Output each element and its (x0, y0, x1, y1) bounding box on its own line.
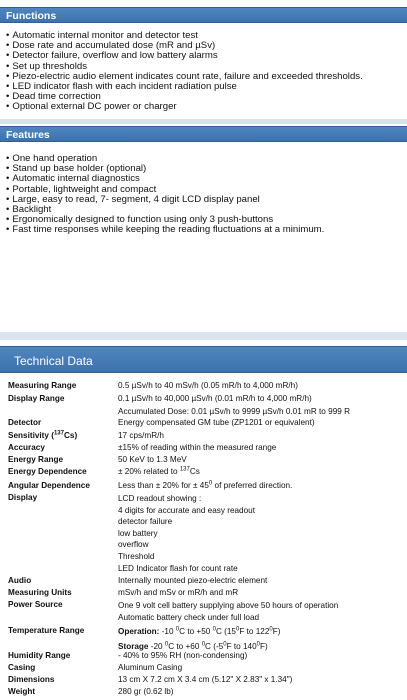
isotope-superscript: 137 (179, 466, 190, 473)
spec-value (118, 626, 280, 653)
spec-value-line: LED Indicator flash for count rate (118, 563, 238, 573)
functions-title: Functions (6, 10, 57, 22)
spec-value-text: C to +50 (179, 627, 213, 636)
spec-value-line: Accumulated Dose: 0.01 µSv/h to 9999 µSv/h 0.01 mR to 999 R (118, 406, 350, 416)
spec-value-text: -20 (148, 641, 165, 651)
section-divider (0, 332, 407, 340)
spec-value-line: detector failure (118, 517, 173, 527)
temperature-operation (118, 626, 280, 639)
operation-label: Operation: (118, 627, 160, 636)
spec-value-text: F) (272, 627, 281, 636)
features-header (0, 126, 407, 142)
spec-value-text: F to 122 (239, 627, 270, 636)
degree-superscript: 0 (175, 626, 180, 633)
spec-label (8, 431, 77, 442)
spec-value: mSv/h and mSv or mR/h and mR (118, 588, 239, 597)
spec-label-text: Cs) (63, 431, 78, 440)
spec-value: Energy compensated GM tube (ZP1201 or equivalent) (118, 418, 315, 427)
spec-value: 50 KeV to 1.3 MeV (118, 455, 187, 464)
degree-superscript: 0 (223, 640, 227, 647)
spec-label-text: Sensitivity ( (8, 431, 54, 440)
spec-value: 0.5 µSv/h to 40 mSv/h (0.05 mR/h to 4,000 mR/h) (118, 381, 298, 390)
spec-label: Measuring Units (8, 588, 72, 597)
spec-label: Measuring Range (8, 381, 77, 390)
spec-value: 13 cm X 7.2 cm X 3.4 cm (5.12" X 2.83" x 1.34") (118, 675, 293, 684)
spec-value-line: 0.1 µSv/h to 40,000 µSv/h (0.01 mR/h to 4,000 mR/h) (118, 394, 312, 403)
list-item: • Optional external DC power or charger (6, 102, 363, 112)
spec-value: Aluminum Casing (118, 663, 183, 672)
spec-value (118, 481, 292, 492)
spec-value-text: C (-5 (205, 641, 224, 651)
spec-value: Internally mounted piezo-electric element (118, 576, 268, 585)
spec-label: Detector (8, 418, 42, 427)
list-item: • Fast time responses while keeping the reading fluctuations at a minimum. (6, 225, 324, 235)
spec-value-text: F to 140 (226, 641, 257, 651)
spec-value-line: Automatic battery check under full load (118, 613, 260, 622)
degree-superscript: 0 (208, 480, 213, 487)
degree-superscript: 0 (269, 626, 273, 633)
spec-value-text: of preferred direction. (212, 481, 293, 490)
spec-label: Display (8, 493, 38, 502)
storage-label: Storage (118, 641, 149, 651)
spec-label: Temperature Range (8, 626, 85, 635)
spec-value (118, 493, 255, 574)
spec-label: Angular Dependence (8, 481, 90, 490)
spec-label: Audio (8, 576, 32, 585)
features-list (6, 154, 324, 236)
spec-value-text: ± 20% related to (118, 467, 180, 476)
degree-superscript: 0 (164, 640, 169, 647)
degree-superscript: 0 (201, 640, 206, 647)
spec-value-line: One 9 volt cell battery supplying above 50 hours of operation (118, 601, 339, 610)
list-item: • Automatic internal diagnostics (6, 174, 324, 184)
spec-value (118, 600, 338, 624)
degree-superscript: 0 (235, 626, 240, 633)
spec-value-line: low battery (118, 528, 158, 538)
features-title: Features (6, 129, 50, 141)
list-item: • Backlight (6, 205, 324, 215)
spec-value-text: C (15 (215, 627, 236, 636)
spec-label: Weight (8, 687, 36, 696)
list-item: • Piezo-electric audio element indicates count rate, failure and exceeded thresholds. (6, 72, 363, 82)
spec-value-text: Less than ± 20% for ± 45 (118, 481, 209, 490)
spec-label: Energy Dependence (8, 467, 87, 476)
list-item: • Large, easy to read, 7- segment, 4 digit LCD display panel (6, 195, 324, 205)
spec-value-text: -10 (159, 627, 176, 636)
list-item: • Dose rate and accumulated dose (mR and µSv) (6, 41, 363, 51)
functions-header (0, 7, 407, 23)
spec-value: 17 cps/mR/h (118, 431, 164, 440)
spec-label: Dimensions (8, 675, 55, 684)
spec-value (118, 467, 200, 478)
degree-superscript: 0 (212, 626, 216, 633)
spec-value: - 40% to 95% RH (non-condensing) (118, 651, 248, 660)
list-item: • Portable, lightweight and compact (6, 185, 324, 195)
spec-label: Humidity Range (8, 651, 71, 660)
spec-value (118, 394, 350, 417)
spec-value-line: Threshold (118, 551, 155, 561)
list-item: • LED indicator flash with each incident radiation pulse (6, 82, 363, 92)
degree-superscript: 0 (256, 640, 260, 647)
spec-value-text: Cs (189, 467, 200, 476)
list-item: • Detector failure, overflow and low battery alarms (6, 51, 363, 61)
functions-list (6, 31, 363, 113)
spec-value-text: F) (259, 641, 268, 651)
list-item: • One hand operation (6, 154, 324, 164)
list-item: • Automatic internal monitor and detector test (6, 31, 363, 41)
spec-value-line: overflow (118, 540, 149, 550)
technical-data-title: Technical Data (14, 354, 93, 368)
spec-value-line: LCD readout showing : (118, 494, 202, 503)
list-item: • Set up thresholds (6, 62, 363, 72)
spec-value-line: 4 digits for accurate and easy readout (118, 505, 255, 515)
spec-label: Power Source (8, 600, 63, 609)
list-item: • Ergonomically designed to function using only 3 push-buttons (6, 215, 324, 225)
section-divider (0, 119, 407, 124)
spec-label: Casing (8, 663, 36, 672)
isotope-superscript: 137 (53, 430, 64, 437)
spec-value: 280 gr (0.62 lb) (118, 687, 174, 696)
spec-label: Accuracy (8, 443, 45, 452)
spec-value: ±15% of reading within the measured range (118, 443, 277, 452)
spec-label: Energy Range (8, 455, 64, 464)
list-item: • Stand up base holder (optional) (6, 164, 324, 174)
list-item: • Dead time correction (6, 92, 363, 102)
spec-value-text: C to +60 (168, 641, 202, 651)
technical-data-header (0, 346, 407, 373)
spec-label: Display Range (8, 394, 65, 403)
